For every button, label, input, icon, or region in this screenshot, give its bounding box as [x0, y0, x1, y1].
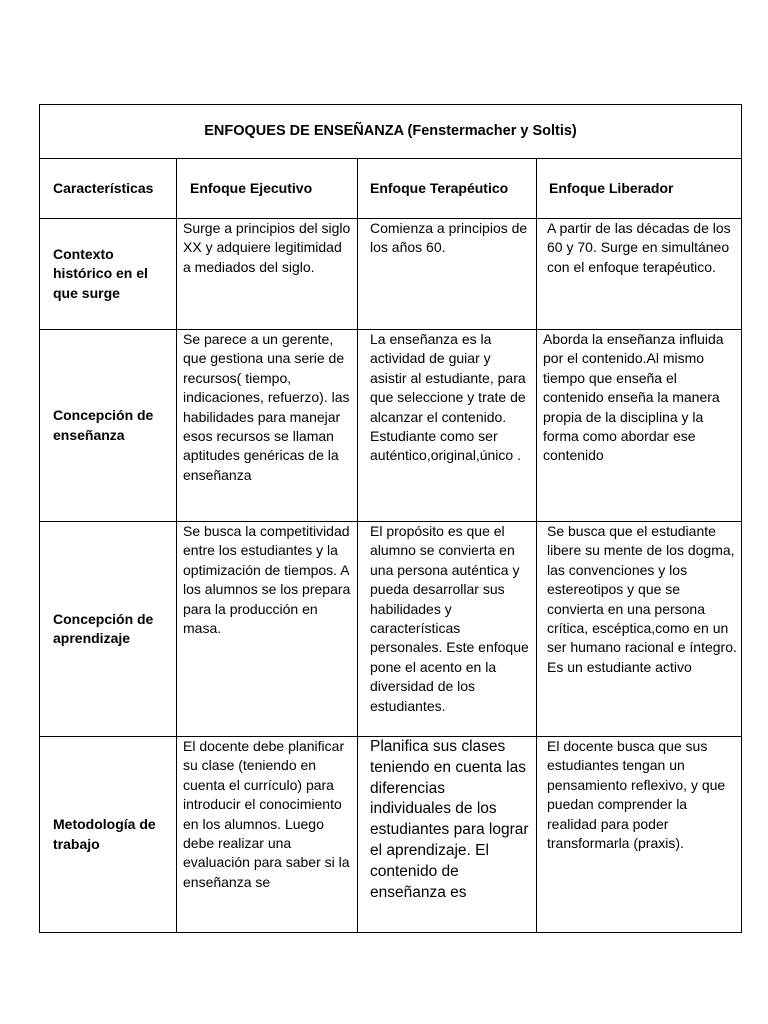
approaches-table	[39, 104, 742, 933]
header-terapeutico: Enfoque Terapéutico	[358, 159, 537, 219]
cell-terapeutico: La enseñanza es la actividad de guiar y asistir al estudiante, para que seleccione y trate de alcanzar el contenido. Estudiante como ser auténtico,original,único .	[358, 330, 537, 522]
cell-liberador: El docente busca que sus estudiantes tengan un pensamiento reflexivo, y que puedan comprender la realidad para poder transformarla (praxis).	[537, 737, 742, 933]
table-title: ENFOQUES DE ENSEÑANZA (Fenstermacher y Soltis)	[40, 105, 742, 159]
header-liberador: Enfoque Liberador	[537, 159, 742, 219]
cell-ejecutivo: Se busca la competitividad entre los estudiantes y la optimización de tiempos. A los alumnos se los prepara para la producción en masa.	[177, 522, 358, 737]
table-row	[40, 219, 742, 330]
row-label-aprendizaje: Concepción de aprendizaje	[40, 522, 177, 737]
cell-terapeutico: Comienza a principios de los años 60.	[358, 219, 537, 330]
cell-terapeutico: Planifica sus clases teniendo en cuenta las diferencias individuales de los estudiantes para lograr el aprendizaje. El contenido de enseñanza es	[358, 737, 537, 933]
cell-ejecutivo: Surge a principios del siglo XX y adquiere legitimidad a mediados del siglo.	[177, 219, 358, 330]
cell-ejecutivo: El docente debe planificar su clase (teniendo en cuenta el currículo) para introducir el conocimiento en los alumnos. Luego debe realizar una evaluación para saber si la enseñanza se	[177, 737, 358, 933]
table-row	[40, 330, 742, 522]
header-ejecutivo: Enfoque Ejecutivo	[177, 159, 358, 219]
row-label-metodologia: Metodología de trabajo	[40, 737, 177, 933]
cell-liberador: Se busca que el estudiante libere su mente de los dogma, las convenciones y los estereotipos y que se convierta en una persona crítica, escéptica,como en un ser humano racional e íntegro. Es un estudiante activo	[537, 522, 742, 737]
header-row	[40, 159, 742, 219]
title-row	[40, 105, 742, 159]
cell-terapeutico: El propósito es que el alumno se convierta en una persona auténtica y pueda desarrollar sus habilidades y características personales. Este enfoque pone el acento en la diversidad de los estudiantes.	[358, 522, 537, 737]
cell-ejecutivo: Se parece a un gerente, que gestiona una serie de recursos( tiempo, indicaciones, refuerzo). las habilidades para manejar esos recursos se llaman aptitudes genéricas de la enseñanza	[177, 330, 358, 522]
cell-liberador: A partir de las décadas de los 60 y 70. Surge en simultáneo con el enfoque terapéutico.	[537, 219, 742, 330]
header-caracteristicas: Características	[40, 159, 177, 219]
row-label-contexto: Contexto histórico en el que surge	[40, 219, 177, 330]
row-label-ensenanza: Concepción de enseñanza	[40, 330, 177, 522]
cell-liberador: Aborda la enseñanza influida por el contenido.Al mismo tiempo que enseña el contenido enseña la manera propia de la disciplina y la forma como abordar ese contenido	[537, 330, 742, 522]
table-row	[40, 522, 742, 737]
table-row	[40, 737, 742, 933]
